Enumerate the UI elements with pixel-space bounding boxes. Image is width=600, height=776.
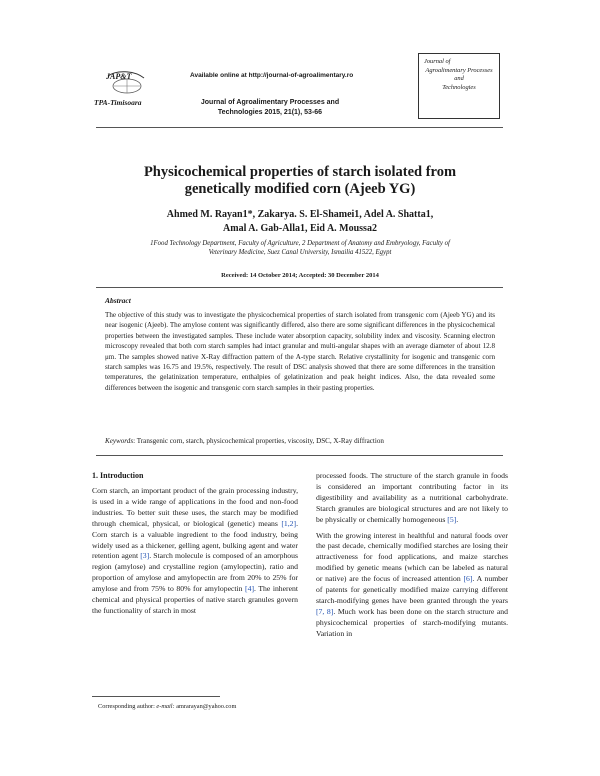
intro-right-column [316, 471, 508, 640]
logo-text: JAP&T [106, 72, 132, 81]
abstract-text: The objective of this study was to investigate the physicochemical properties of starch isolated from transgenic corn (Ajeeb YG) and its near isogenic (Ajeeb). The amylose content was significantly differed, also there are some significant differences in the physicochemical properties between the investigated samples. These include water absorption capacity, solubility index and viscosity. Scanning electron microscopy revealed that both corn starch samples had intact granular and multi-angular shapes with an average diameter of about 12.8 μm. The samples showed native X-Ray diffraction pattern of the A-type starch. Relative crystallinity for isogenic and transgenic corn starch samples was 16.75 and 19.5%, respectively. The result of DSC analysis showed that there are some differences in the transition temperatures, the gelatinization temperature, enthalpies of gelatinization and peak height indices. Also, the data revealed some differences between the isogenic and transgenic corn starch samples in their pasting properties. [105, 311, 495, 392]
intro-text: . Starch molecule is composed of an amorphous region (amylose) and crystalline region (amylopectin), ratio and proportion of amylose and amylopectin are from 20% to 25% for amylose and from 75% to 80% for amylopectin [92, 551, 298, 594]
section-heading-introduction: 1. Introduction [92, 471, 144, 480]
intro-text: . Much work has been done on the starch structure and physicochemical properties of starch-modifying mutants. Variation in [316, 606, 508, 638]
journal-box-line3: Technologies [442, 83, 476, 91]
citation-link[interactable]: [3] [140, 551, 150, 561]
intro-text: . [456, 514, 459, 524]
intro-text: With the growing interest in healthful and natural foods over the past decade, chemically modified starches are losing their attractiveness for food applications, and maize starches modified by genetic means (which can be labeled as natural or native) are the focus of increased attention [316, 530, 508, 584]
citation-link[interactable]: [6] [463, 574, 473, 584]
keywords [105, 436, 495, 446]
intro-paragraph [316, 471, 508, 526]
authors-line1: Ahmed M. Rayan1*, Zakarya. S. El-Shamei1, Adel A. Shatta1, [166, 209, 434, 220]
intro-paragraph [316, 531, 508, 640]
authors-line2: Amal A. Gab-Alla1, Eid A. Moussa2 [223, 223, 377, 234]
journal-citation [170, 98, 370, 118]
intro-text: . A number of patents for genetically modified maize carrying different starch-modifying genes have been granted through the years [316, 574, 508, 605]
keywords-text: : Transgenic corn, starch, physicochemical properties, viscosity, DSC, X-Ray diffraction [133, 437, 384, 445]
logo-subtext: TPA-Timisoara [94, 98, 142, 107]
footnote-email-label: e-mail: [156, 703, 177, 710]
intro-text: Corn starch, an important product of the grain processing industry, is used in a wide range of applications in the food and non-food industries. To better suit these uses, the starch may be modified through chemical, physical, or biological (genetic) means [92, 486, 298, 528]
affiliation-line1: 1Food Technology Department, Faculty of Agriculture, 2 Department of Anatomy and Embryology, Faculty of [150, 240, 450, 247]
abstract-top-rule [96, 287, 503, 288]
citation-link[interactable]: [4] [245, 584, 255, 594]
intro-text: . The inherent chemical and physical properties of native starch granules govern the functionality of starch in most [92, 584, 298, 615]
abstract-bottom-rule [96, 455, 503, 456]
footnote-email[interactable]: amrarayan@yahoo.com [176, 703, 237, 710]
available-online[interactable]: Available online at http://journal-of-agroalimentary.ro [190, 72, 354, 79]
journal-citation-line1: Journal of Agroalimentary Processes and [200, 99, 340, 106]
footnote-label: Corresponding author: [98, 703, 157, 710]
affiliation-line2: Veterinary Medicine, Suez Canal University, Ismailia 41522, Egypt [208, 249, 392, 256]
intro-left-column [92, 486, 298, 617]
authors [110, 208, 490, 236]
keywords-label: Keywords [105, 437, 134, 445]
footnote-rule [92, 696, 220, 697]
journal-box-line1: Journal of [424, 58, 451, 65]
received-date: Received: 14 October 2014; Accepted: 30 December 2014 [221, 272, 379, 279]
citation-link[interactable]: [1,2] [281, 518, 297, 528]
journal-box [418, 53, 500, 119]
journal-citation-line2: Technologies 2015, 21(1), 53-66 [217, 109, 323, 116]
journal-logo [94, 70, 160, 110]
journal-box-line2: Agroalimentary Processes and [425, 66, 493, 82]
affiliations [130, 239, 470, 257]
intro-text: . Corn starch is a valuable ingredient to the food industry, being widely used as a thickener, gelling agent, bulking agent and water retention agent [92, 518, 298, 561]
abstract-heading: Abstract [105, 296, 131, 305]
header-rule [96, 127, 503, 128]
intro-text: processed foods. The structure of the starch granule in foods is considered an important contributing factor in its digestibility and availability as a nutritional carbohydrate. Starch granules are biological structures and are not likely to be physically or chemically homogeneous [316, 471, 508, 524]
article-title: Physicochemical properties of starch isolated from genetically modified corn (Ajeeb YG) [143, 164, 457, 197]
citation-link[interactable]: [5] [447, 514, 457, 524]
corresponding-author-footnote [98, 703, 236, 710]
citation-link[interactable]: [7, 8] [316, 606, 334, 616]
